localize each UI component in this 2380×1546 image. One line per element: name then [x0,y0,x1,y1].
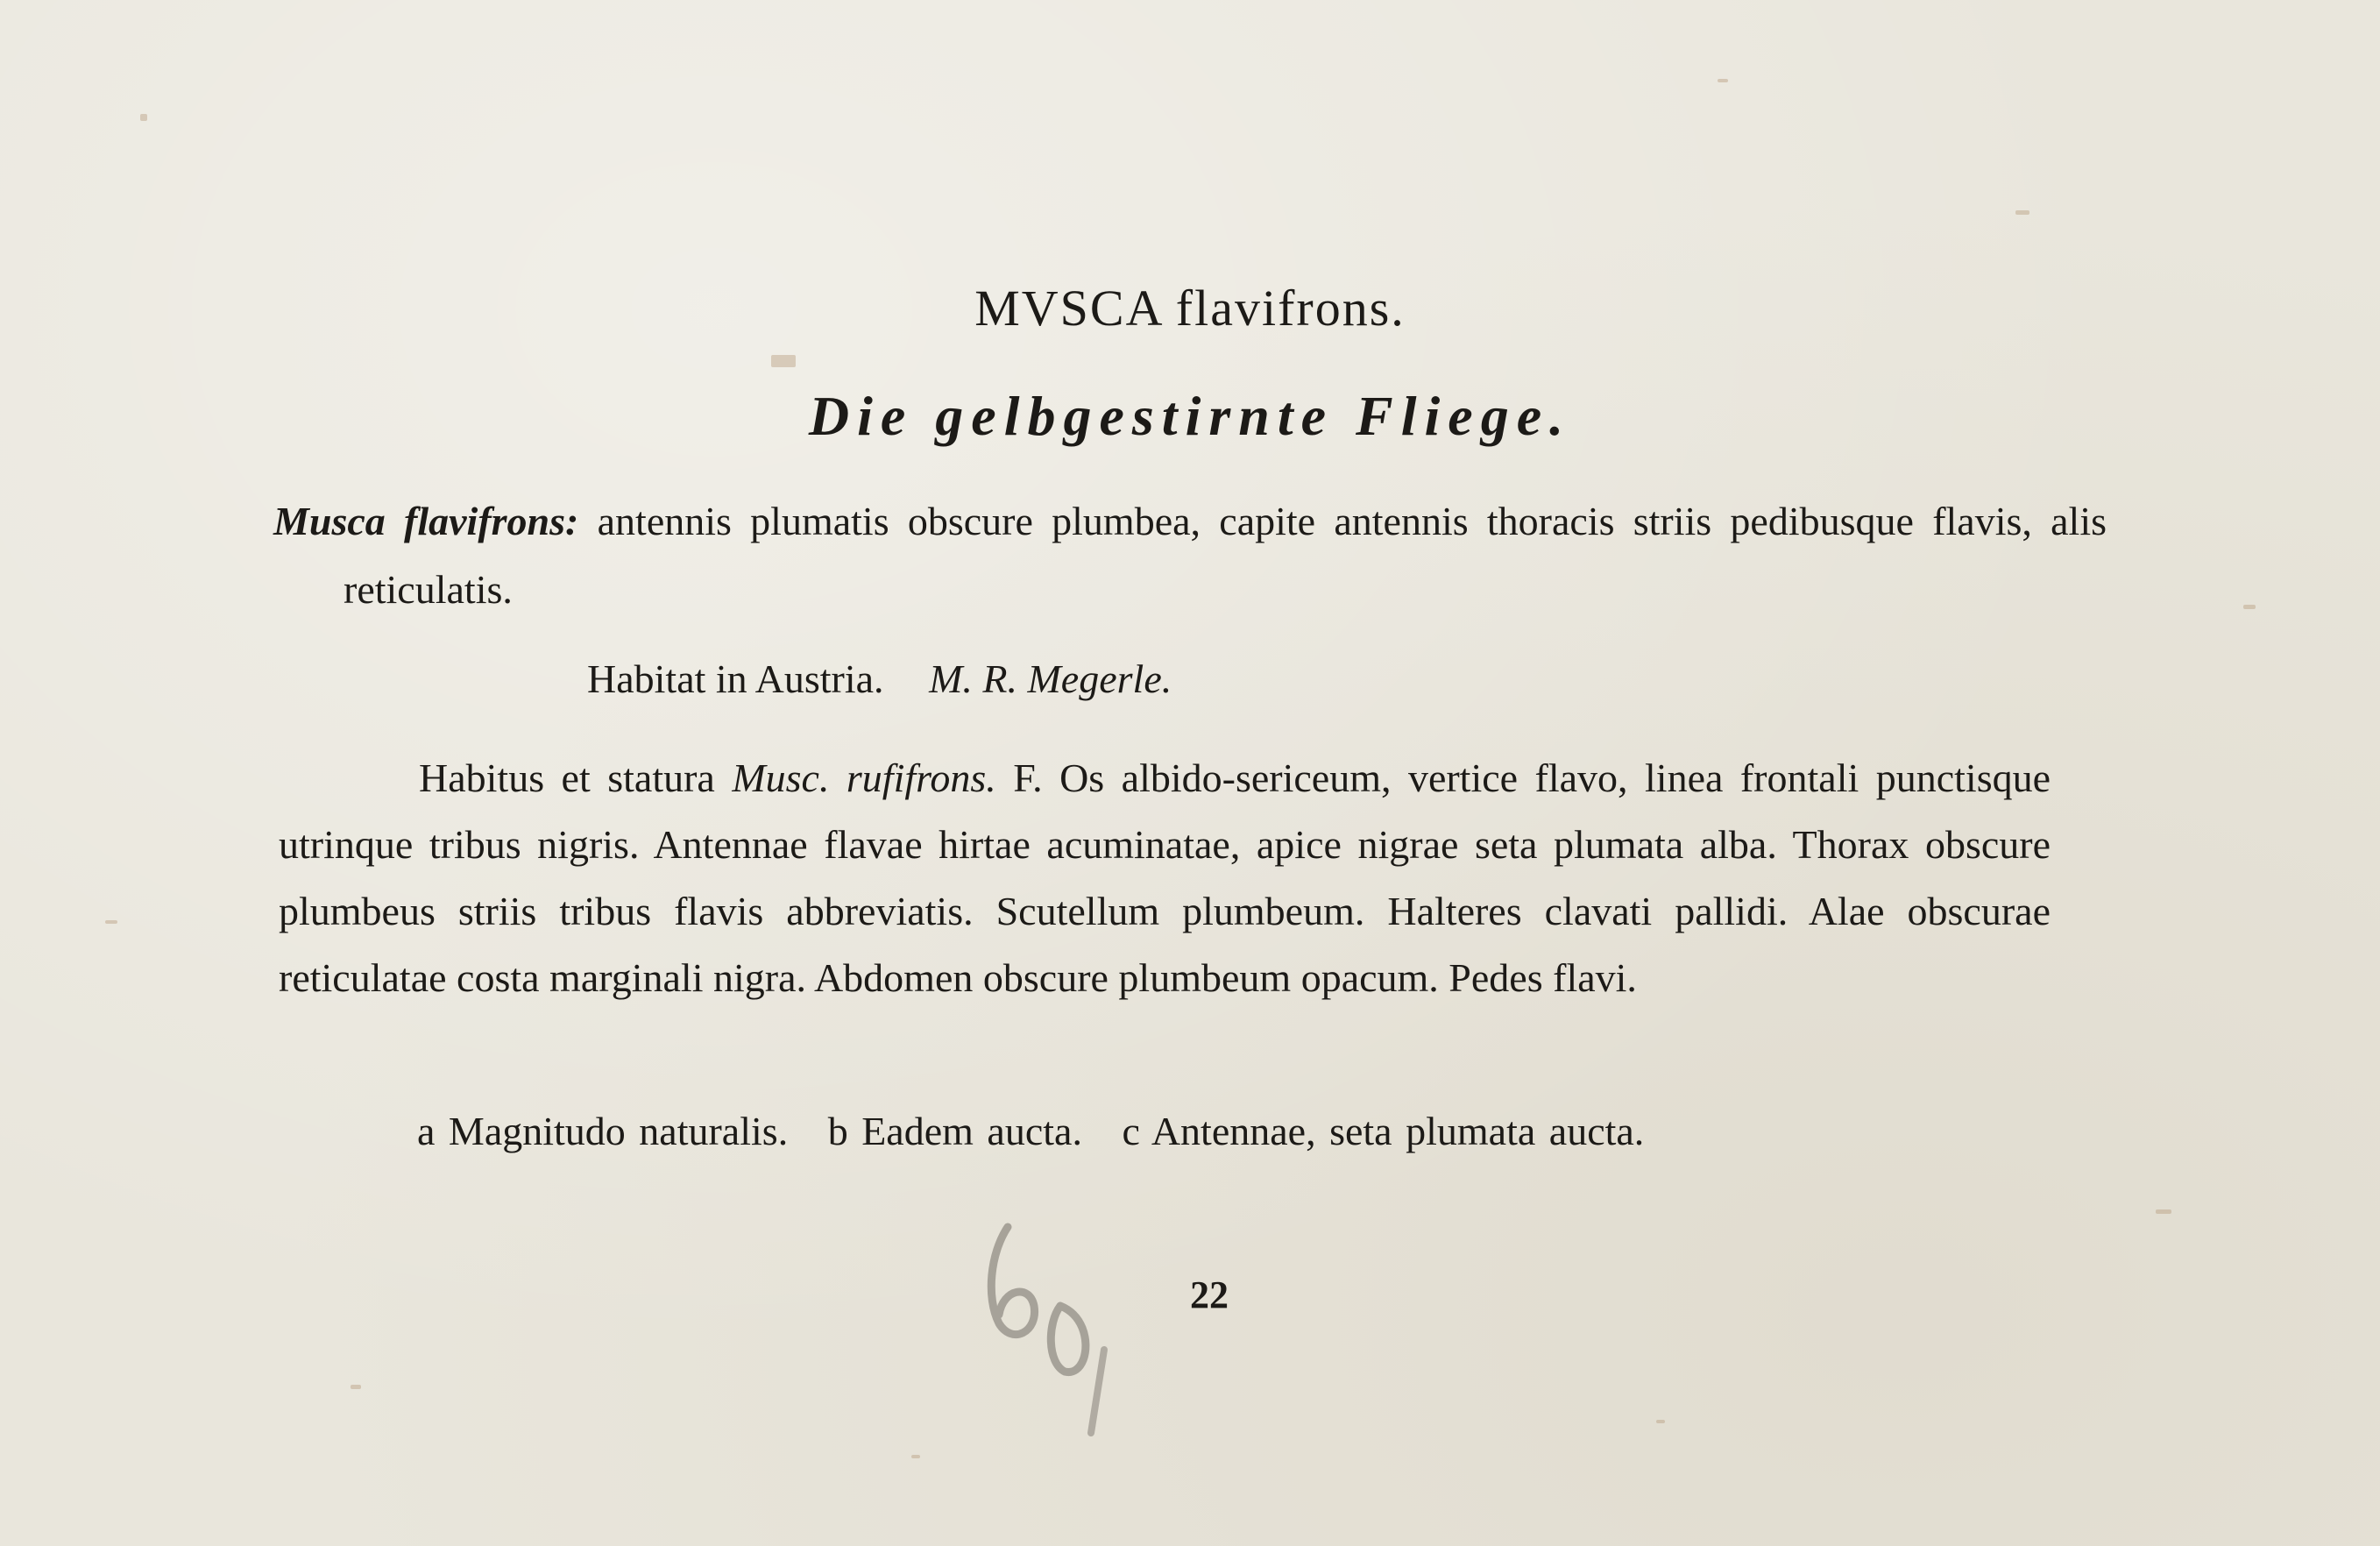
habitat-author: M. R. Megerle. [929,656,1172,701]
paper-fleck [1656,1420,1665,1423]
paper-fleck [105,920,117,924]
description-part2: F. Os albido-sericeum, vertice flavo, linea frontali punctisque utrinque tribus nigris. Antennae flavae hirtae acuminatae, apice nigrae seta plumata alba. Thorax obscure plumbeus striis tribus flavis abbreviatis. Scutellum plumbeum. Halteres clavati pallidi. Alae obscurae reticulatae costa marginali nigra. Abdomen obscure plumbeum opacum. Pedes flavi. [279,755,2051,1000]
legend-item-c: c Antennae, seta plumata aucta. [1122,1109,1645,1153]
figure-legend [417,1108,1670,1154]
paper-fleck [351,1385,361,1389]
diagnosis-text: antennis plumatis obscure plumbea, capite antennis thoracis striis pedibusque flavis, alis reticulatis. [344,499,2107,612]
habitat-line [587,656,1172,702]
pencil-annotation [973,1201,1130,1437]
page-title: MVSCA flavifrons. [974,280,1406,337]
paper-fleck [2015,210,2029,215]
paper-fleck [2156,1209,2171,1214]
species-name: Musca flavifrons: [273,499,579,543]
paper-fleck [771,355,796,367]
diagnosis-paragraph [273,487,2107,624]
description-part1: Habitus et statura [419,755,715,800]
page-number: 22 [1190,1273,1229,1316]
page-subtitle: Die gelbgestirnte Fliege. [808,385,1572,447]
paper-fleck [140,114,147,121]
paper-fleck [911,1455,920,1458]
legend-item-a: a Magnitudo naturalis. [417,1109,789,1153]
description-reference: Musc. rufifrons. [732,755,996,800]
description-paragraph [279,745,2051,1011]
paper-fleck [2243,605,2256,609]
paper-fleck [1718,79,1728,82]
legend-item-b: b Eadem aucta. [827,1109,1082,1153]
habitat-text: Habitat in Austria. [587,656,884,701]
